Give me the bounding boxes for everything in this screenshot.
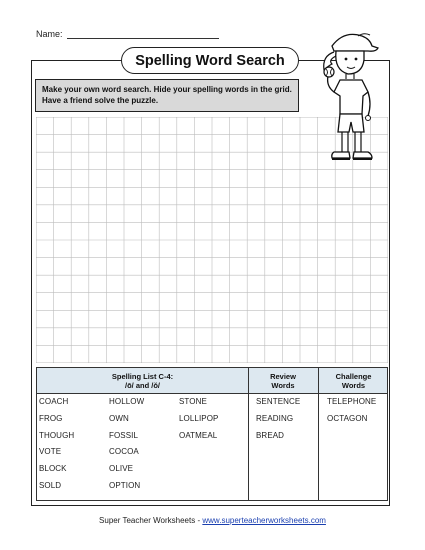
challenge-header-line1: Challenge [335, 372, 372, 381]
list-item: BLOCK [39, 464, 67, 474]
table-header [37, 368, 387, 394]
list-item: THOUGH [39, 430, 75, 440]
list-item: LOLLIPOP [179, 413, 219, 423]
challenge-words-column [327, 397, 376, 431]
list-title: Spelling List C-4: [111, 372, 174, 381]
footer [0, 516, 425, 525]
page-title [121, 47, 299, 74]
review-header-line2: Words [271, 381, 295, 390]
spelling-column-2 [109, 397, 144, 498]
column-divider [318, 368, 319, 500]
review-header [248, 368, 318, 394]
list-item: COCOA [109, 447, 139, 457]
list-item: VOTE [39, 447, 62, 457]
name-line[interactable] [67, 29, 219, 39]
footer-text: Super Teacher Worksheets - [99, 516, 203, 525]
list-item: OATMEAL [179, 430, 218, 440]
list-item: OWN [109, 413, 129, 423]
list-item: FOSSIL [109, 430, 139, 440]
list-item: READING [256, 413, 294, 423]
list-item: HOLLOW [109, 397, 145, 406]
list-item: OLIVE [109, 464, 134, 474]
review-header-line1: Review [270, 372, 296, 381]
title-text: Spelling Word Search [135, 52, 285, 69]
challenge-header-line2: Words [341, 381, 366, 390]
list-item: OPTION [109, 480, 141, 490]
list-sounds: /ō/ and /ŏ/ [125, 381, 160, 390]
spelling-word-table [36, 367, 388, 501]
list-item: SOLD [39, 480, 62, 490]
list-item: BREAD [256, 430, 285, 440]
spelling-list-header [37, 368, 248, 394]
list-item: TELEPHONE [327, 397, 377, 406]
spelling-column-1 [39, 397, 74, 498]
review-words-column [256, 397, 300, 447]
challenge-header [318, 368, 389, 394]
list-item: STONE [179, 397, 207, 406]
footer-link[interactable]: www.superteacherworksheets.com [202, 516, 326, 525]
name-label: Name: [36, 29, 63, 39]
list-item: SENTENCE [256, 397, 301, 406]
girl-mascot-icon [318, 26, 388, 168]
list-item: OCTAGON [327, 413, 368, 423]
instructions-box: Make your own word search. Hide your spelling words in the grid. Have a friend solve the puzzle. [35, 79, 299, 112]
list-item: FROG [39, 413, 63, 423]
spelling-column-3 [179, 397, 219, 447]
list-item: COACH [39, 397, 69, 406]
name-field[interactable] [36, 29, 219, 39]
column-divider [248, 368, 249, 500]
